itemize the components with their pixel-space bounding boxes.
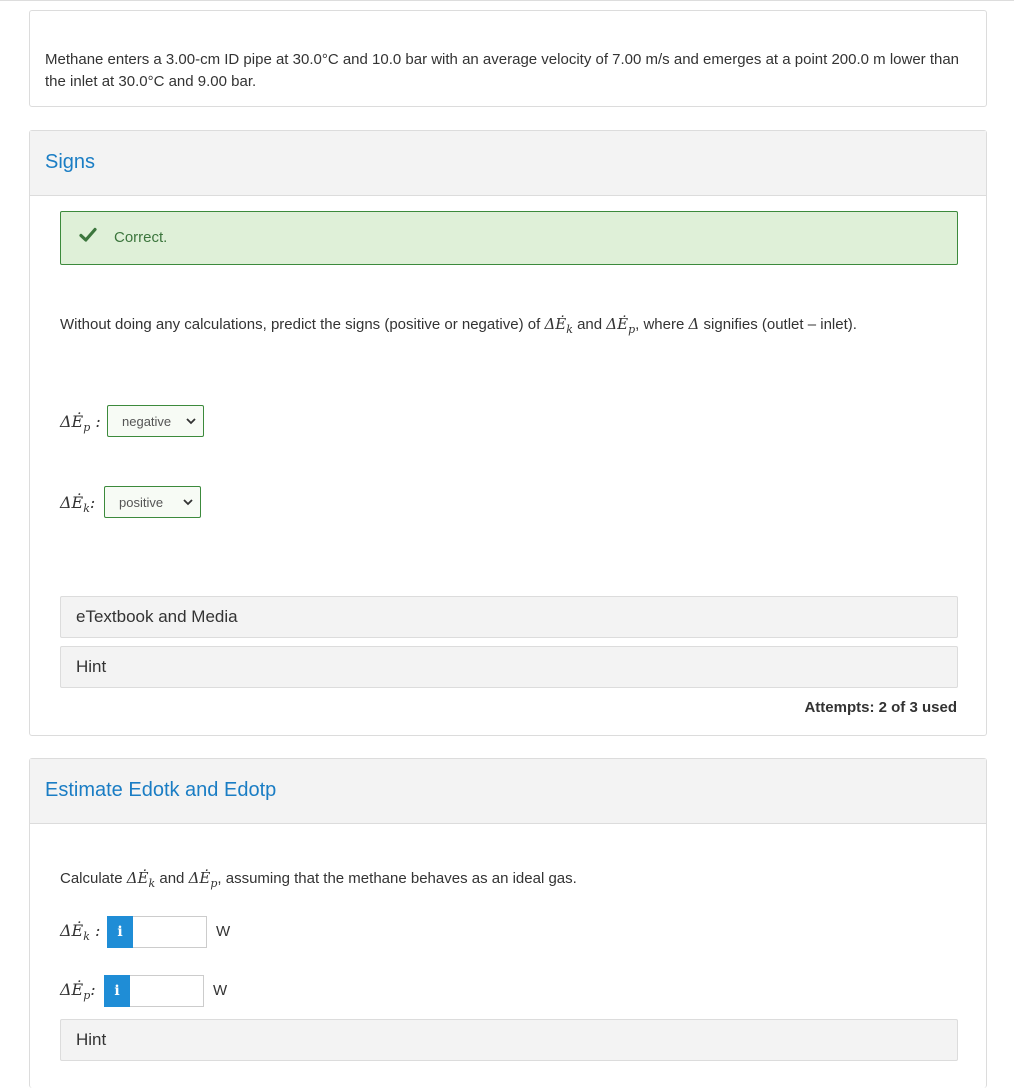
attempts-counter: Attempts: 2 of 3 used [804,699,957,716]
problem-statement-text: Methane enters a 3.00-cm ID pipe at 30.0°C and 10.0 bar with an average velocity of 7.00 m/s and emerges at a point 200.0 m lower than the inlet at 30.0°C and 9.00 bar. [45,51,960,90]
question-text: Calculate $\Delta Ė_k$ and $\Delta Ė_p$, assuming that the methane behaves as an ideal gas. [60,869,577,890]
hint-toggle[interactable]: Hint [60,646,958,688]
top-divider [0,0,1014,1]
part-header [30,759,986,824]
unit-label: W [213,982,228,999]
delta-ek-input[interactable] [133,916,207,948]
delta-ep-select[interactable]: negative [107,405,204,437]
alert-text: Correct. [114,229,168,246]
delta-ep-label: $\Delta Ė_p$ : [60,412,101,435]
correct-alert [60,211,958,265]
delta-ek-select[interactable]: positive [104,486,201,518]
unit-label: W [216,923,231,940]
problem-statement-card [29,10,987,107]
question-part-estimate [29,758,987,1088]
hint-toggle[interactable]: Hint [60,1019,958,1061]
chevron-down-icon [185,415,197,427]
delta-ep-label: $\Delta Ė_p$: [60,980,96,1003]
delta-ek-label: $\Delta Ė_k$ : [60,921,101,944]
info-icon[interactable]: i [107,916,133,948]
part-title: Signs [45,151,96,173]
delta-ek-label: $\Delta Ė_k$: [60,493,96,516]
delta-ep-input[interactable] [130,975,204,1007]
part-header [30,131,986,196]
info-icon[interactable]: i [104,975,130,1007]
check-icon [79,226,97,244]
question-text: Without doing any calculations, predict the signs (positive or negative) of $\Delta Ė_k$ and $\Delta Ė_p$, where Δ signifies (outlet – inlet). [60,315,857,336]
part-title: Estimate Edotk and Edotp [45,779,277,801]
chevron-down-icon [182,496,194,508]
question-part-signs [29,130,987,736]
etextbook-media-toggle[interactable]: eTextbook and Media [60,596,958,638]
